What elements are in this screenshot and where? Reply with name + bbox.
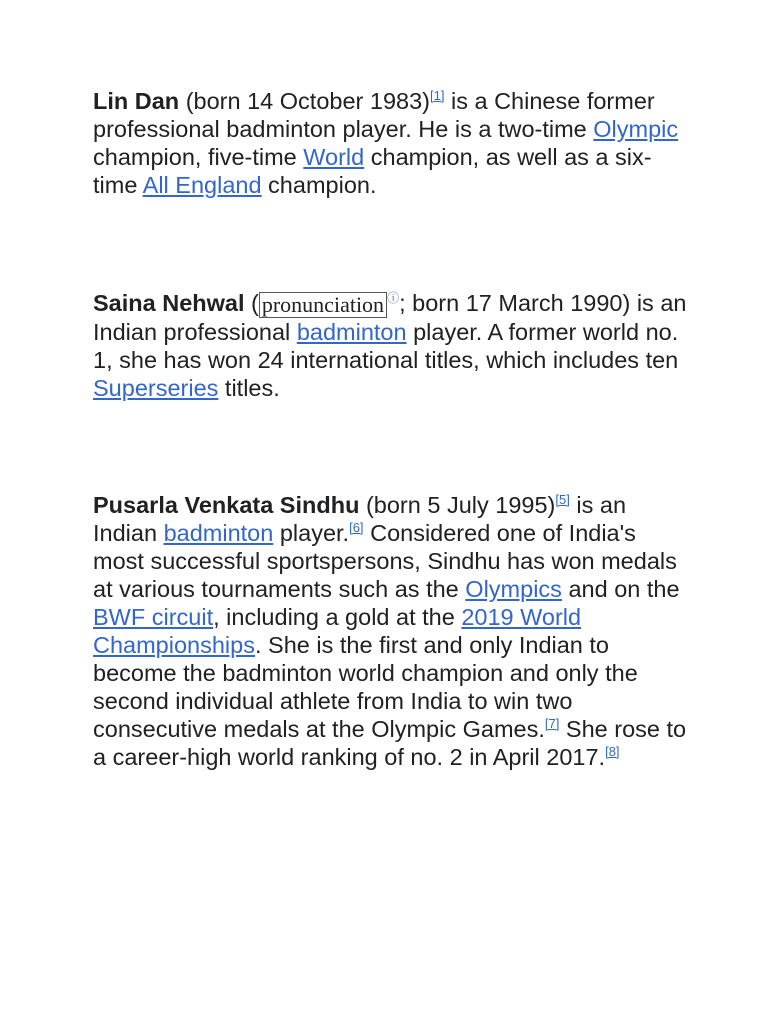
paragraph-pv-sindhu <box>93 491 693 771</box>
citation-8[interactable] <box>605 744 619 759</box>
citation-7[interactable] <box>545 716 559 731</box>
citation-link[interactable]: [6] <box>349 520 364 535</box>
text: She rose to a career-high world ranking of no. 2 in April 2017. <box>93 716 687 770</box>
text: player. A former world no. 1, she has won 24 international titles, which includes ten <box>93 319 679 373</box>
text: is an Indian <box>93 492 627 546</box>
text: champion, as well as a six-time <box>93 144 652 198</box>
text: Considered one of India's most successful sportspersons, Sindhu has won medals at various tournaments such as the <box>93 520 677 602</box>
text: champion, five-time <box>93 144 304 170</box>
citation-1[interactable] <box>430 88 444 103</box>
link-all-england[interactable]: All England <box>142 172 262 198</box>
subject-name: Pusarla Venkata Sindhu <box>93 492 360 518</box>
text: . She is the first and only Indian to become the badminton world champion and only the second individual athlete from India to win two consecutive medals at the Olympic Games. <box>93 632 638 742</box>
text: and on the <box>561 576 680 602</box>
text: (born 5 July 1995) <box>359 492 556 518</box>
link-world[interactable]: World <box>303 144 365 170</box>
subject-name: Lin Dan <box>93 88 180 114</box>
paragraph-saina-nehwal: Saina Nehwal ( pronunciation ⓘ; born 17 March 1990) is an Indian professional badminton player. A former world no. 1, she has won 24 international titles, which includes ten Superseries titles. <box>93 290 687 401</box>
citation-5[interactable] <box>555 492 569 507</box>
link-olympic[interactable]: Olympic <box>593 116 679 142</box>
link-bwf-circuit[interactable]: BWF circuit <box>93 604 214 630</box>
citation-link[interactable]: [8] <box>605 744 620 759</box>
link-badminton[interactable]: badminton <box>296 319 407 345</box>
citation-link[interactable]: [5] <box>555 492 570 507</box>
link-superseries[interactable]: Superseries <box>93 375 219 401</box>
link-olympics[interactable]: Olympics <box>465 576 562 602</box>
citation-link[interactable]: [1] <box>429 88 445 103</box>
text: (born 14 October 1983) <box>179 88 430 114</box>
text: ( <box>244 290 259 316</box>
text: ; born 17 March 1990) is an Indian professional <box>93 290 687 345</box>
text: , including a gold at the <box>213 604 462 630</box>
subject-name: Saina Nehwal <box>93 290 245 316</box>
text: player. <box>273 520 350 546</box>
text: is a Chinese former professional badminton player. He is a two-time <box>93 88 655 142</box>
citation-6[interactable] <box>349 520 363 535</box>
link-badminton[interactable]: badminton <box>163 520 274 546</box>
text: titles. <box>218 375 280 401</box>
pronunciation-button[interactable]: pronunciation <box>259 292 387 318</box>
paragraph-lin-dan <box>93 87 693 199</box>
link-2019-world-championships[interactable]: 2019 World Championships <box>93 604 582 658</box>
citation-link[interactable]: [7] <box>544 716 560 731</box>
text: champion. <box>261 172 377 198</box>
